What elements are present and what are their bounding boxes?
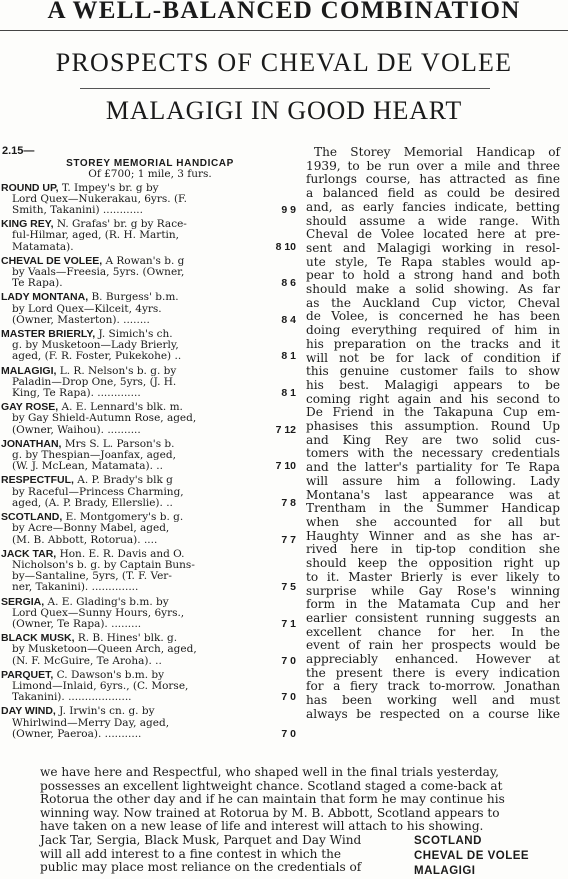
horse-weight: 8 1	[281, 387, 296, 400]
horse-name: GAY ROSE,	[1, 402, 59, 414]
horse-entry-line: aged, (A. P. Brady, Ellerslie). ..	[12, 497, 173, 509]
horse-entry-line: SCOTLAND, E. Montgomery's b. g.	[1, 512, 184, 524]
article-line: doing everything required of him in	[306, 323, 560, 338]
article-line: always be respected on a course like	[306, 706, 560, 721]
horse-entry	[0, 219, 300, 253]
horse-entry-line: Paladin—Drop One, 5yrs, (J. H.	[12, 376, 177, 388]
horse-entry-line: by Lord Quex—Kilceit, 4yrs.	[12, 303, 162, 315]
horse-entry-line: g. by Musketoon—Lady Brierly,	[12, 340, 179, 352]
horse-entry	[0, 256, 300, 290]
article-line: the present there is every indication	[306, 665, 560, 680]
horse-entry-line: Matamata).	[12, 241, 74, 253]
article-line: as the Auckland Cup victor, Cheval	[306, 295, 560, 310]
subheadline-malagigi: MALAGIGI IN GOOD HEART	[105, 96, 463, 125]
horse-entry-line: by—Santaline, 5yrs, (T. F. Ver-	[12, 571, 172, 583]
article-line: for a fiery track to-morrow. Jonathan	[306, 679, 560, 694]
acceptances-column	[0, 146, 300, 743]
article-line: The Storey Memorial Handicap of	[314, 145, 560, 159]
horse-entry	[0, 706, 300, 740]
horse-entry-line: (Owner, Te Rapa). .........	[12, 618, 142, 630]
horse-entry-line: CHEVAL DE VOLEE, A Rowan's b. g	[1, 255, 185, 267]
article-line: excellent chance for her. In the	[306, 624, 560, 639]
race-time: 2.15—	[2, 145, 35, 157]
horse-entry-line: by Musketoon—Queen Arch, aged,	[12, 644, 197, 656]
horse-entry	[0, 475, 300, 509]
article-line: public may place most reliance on the credentials of	[40, 860, 362, 875]
tip-first: SCOTLAND	[414, 835, 482, 847]
horse-entry-line: DAY WIND, J. Irwin's cn. g. by	[1, 706, 155, 718]
horse-entry-line: g. by Thespian—Joanfax, aged,	[12, 450, 176, 462]
article-line: coming right again and his second to	[306, 391, 560, 406]
horse-weight: 7 7	[281, 533, 296, 546]
horse-weight: 7 5	[281, 581, 296, 594]
article-line: earlier consistent running suggests an	[306, 610, 560, 625]
article-line: phasises this assumption. Round Up	[306, 419, 560, 434]
horse-entry-line: Lord Quex—Nukerakau, 6yrs. (F.	[12, 193, 188, 205]
horse-name: KING REY,	[1, 219, 54, 231]
horse-weight: 8 1	[281, 350, 296, 363]
horse-entry-line: (Owner, Waihou). ..........	[12, 424, 141, 436]
horse-name: MASTER BRIERLY,	[1, 329, 96, 341]
horse-entry	[0, 402, 300, 436]
article-line: de Volee, is concerned he has been	[306, 309, 560, 324]
horse-name: DAY WIND,	[1, 706, 56, 718]
horse-list	[0, 183, 300, 740]
article-line: should assume a wide range. With	[306, 213, 560, 228]
horse-name: SERGIA,	[1, 596, 45, 608]
article-line: possesses an excellent lightweight chance. Scotland staged a come-back at	[40, 778, 503, 793]
horse-entry-line: by Acre—Bonny Mabel, aged,	[12, 523, 170, 535]
horse-entry	[0, 183, 300, 217]
horse-entry-line: King, Te Rapa). .............	[12, 388, 141, 400]
horse-entry-line: Whirlwind—Merry Day, aged,	[12, 717, 170, 729]
horse-weight: 7 1	[281, 617, 296, 630]
horse-entry-line: by Vaals—Freesia, 5yrs. (Owner,	[12, 267, 185, 279]
horse-entry-line: SERGIA, A. E. Glading's b.m. by	[1, 596, 169, 608]
article-line: should keep the opposition right up	[306, 556, 560, 571]
article-line: Rotorua the other day and if he can maintain that form he may continue his	[40, 792, 505, 807]
horse-entry-line: JACK TAR, Hon. E. R. Davis and O.	[1, 548, 185, 560]
article-line: tomers with the necessary credentials	[306, 446, 560, 461]
article-line: should make a solid showing. As far	[306, 282, 560, 297]
horse-entry-line: Smith, Takanini) ............	[12, 205, 143, 217]
horse-weight: 7 10	[275, 460, 296, 473]
tip-third: MALAGIGI	[414, 865, 476, 877]
horse-name: BLACK MUSK,	[1, 633, 75, 645]
horse-entry-line: aged, (F. R. Foster, Pukekohe) ..	[12, 351, 182, 363]
article-line: we have here and Respectful, who shaped well in the final trials yesterday,	[40, 765, 499, 779]
horse-entry-line: Nicholson's b. g. by Captain Buns-	[12, 559, 195, 571]
article-line: Trentham in the Summer Handicap	[306, 501, 560, 516]
horse-name: JACK TAR,	[1, 548, 57, 560]
horse-entry-line: PARQUET, C. Dawson's b.m. by	[1, 669, 165, 681]
horse-name: JONATHAN,	[1, 438, 62, 450]
horse-entry-line: GAY ROSE, A. E. Lennard's blk. m.	[1, 402, 183, 414]
article-line: a balanced field as could be desired	[306, 186, 560, 201]
article-line: his best. Malagigi appears to be	[306, 377, 560, 392]
article-line: 1939, to be run over a mile and three	[306, 158, 560, 173]
horse-entry-line: (M. B. Abbott, Rotorua). ....	[12, 534, 158, 546]
article-line: event of rain her prospects would be	[306, 638, 560, 653]
horse-entry-line: JONATHAN, Mrs S. L. Parson's b.	[1, 438, 175, 450]
main-headline: A WELL-BALANCED COMBINATION	[47, 0, 521, 24]
horse-name: CHEVAL DE VOLEE,	[1, 255, 103, 267]
horse-weight: 7 0	[281, 727, 296, 740]
horse-weight: 7 0	[281, 691, 296, 704]
horse-entry-line: Te Rapa).	[12, 278, 63, 290]
subheadline-rule	[80, 88, 490, 89]
selections-box	[414, 834, 529, 879]
article-line: his preparation on the tracks and it	[306, 336, 560, 351]
horse-entry	[0, 292, 300, 326]
article-line: winning way. Now trained at Rotorua by M. B. Abbott, Scotland appears to	[40, 805, 500, 820]
horse-entry	[0, 597, 300, 631]
horse-entry	[0, 329, 300, 363]
article-column	[306, 146, 560, 722]
horse-entry-line: Limond—Inlaid, 6yrs., (C. Morse,	[12, 680, 189, 692]
horse-entry	[0, 439, 300, 473]
article-line: Jack Tar, Sergia, Black Musk, Parquet and Day Wind	[40, 832, 362, 847]
horse-entry-line: RESPECTFUL, A. P. Brady's blk g	[1, 475, 173, 487]
horse-entry-line: (Owner, Paeroa). ...........	[12, 728, 142, 740]
horse-weight: 7 12	[275, 423, 296, 436]
horse-entry-line: ROUND UP, T. Impey's br. g by	[1, 182, 159, 194]
subheadline-cheval: PROSPECTS OF CHEVAL DE VOLEE	[55, 48, 513, 77]
horse-name: MALAGIGI,	[1, 365, 57, 377]
horse-name: LADY MONTANA,	[1, 292, 89, 304]
horse-entry-line: MASTER BRIERLY, J. Simich's ch.	[1, 329, 173, 341]
horse-entry	[0, 633, 300, 667]
race-conditions: Of £700; 1 mile, 3 furs.	[88, 168, 212, 181]
horse-entry-line: ful-Hilmar, aged, (R. H. Martin,	[12, 230, 179, 242]
horse-weight: 9 9	[281, 204, 296, 217]
horse-entry-line: (W. J. McLean, Matamata). ..	[12, 461, 163, 473]
horse-weight: 7 0	[281, 654, 296, 667]
horse-entry	[0, 670, 300, 704]
article-line: will not be for lack of condition if	[306, 350, 560, 365]
article-line: has been working well and must	[306, 693, 560, 708]
article-line: will assure him a following. Lady	[306, 473, 560, 488]
horse-name: RESPECTFUL,	[1, 475, 74, 487]
article-line: rived here in tip-top condition she	[306, 542, 560, 557]
horse-weight: 7 8	[281, 496, 296, 509]
horse-weight: 8 6	[281, 277, 296, 290]
horse-entry	[0, 366, 300, 400]
horse-entry	[0, 549, 300, 594]
horse-name: PARQUET,	[1, 669, 54, 681]
article-line: this genuine customer fails to show	[306, 364, 560, 379]
horse-entry-line: by Raceful—Princess Charming,	[12, 486, 184, 498]
article-line: ute style, Te Rapa stables would ap-	[306, 254, 560, 269]
headline-rule	[0, 30, 568, 31]
horse-weight: 8 4	[281, 313, 296, 326]
article-line: appreciably enhanced. However at	[306, 652, 560, 667]
horse-entry-line: KING REY, N. Grafas' br. g by Race-	[1, 219, 187, 231]
horse-name: ROUND UP,	[1, 182, 59, 194]
horse-entry-line: MALAGIGI, L. R. Nelson's b. g. by	[1, 365, 177, 377]
horse-name: SCOTLAND,	[1, 512, 63, 524]
article-line: will all add interest to a fine contest in which the	[40, 846, 342, 861]
tip-second: CHEVAL DE VOLEE	[414, 850, 530, 862]
article-line: sent and Malagigi working in resol-	[306, 240, 560, 255]
article-line: Haughty Winner and as she has ar-	[306, 528, 560, 543]
article-line: De Friend in the Takapuna Cup em-	[306, 405, 560, 420]
horse-entry-line: by Gay Shield-Autumn Rose, aged,	[12, 413, 197, 425]
race-name: STOREY MEMORIAL HANDICAP	[66, 158, 234, 170]
horse-entry-line: Takanini). ...................	[12, 692, 132, 704]
horse-entry-line: (Owner, Masterton). ........	[12, 314, 150, 326]
article-line: and King Rey are two solid cus-	[306, 432, 560, 447]
article-line: and, as early fancies indicate, betting	[306, 199, 560, 214]
article-line: to it. Master Brierly is ever likely to	[306, 569, 560, 584]
article-line: Cheval de Volee located here at pre-	[306, 227, 560, 242]
article-line: Montana's last appearance was at	[306, 487, 560, 502]
article-line: furlongs course, has attracted as fine	[306, 172, 560, 187]
horse-entry-line: ner, Takanini). ..............	[12, 582, 139, 594]
article-line: when she accounted for all but	[306, 514, 560, 529]
horse-entry-line: (N. F. McGuire, Te Aroha). ..	[12, 655, 162, 667]
article-line: and the latter's partiality for Te Rapa	[306, 460, 560, 475]
article-line: have taken on a new lease of life and interest will attach to his showing.	[40, 819, 484, 834]
article-line: surprise while Gay Rose's winning	[306, 583, 560, 598]
horse-weight: 8 10	[275, 240, 296, 253]
article-line: pear to hold a strong hand and both	[306, 268, 560, 283]
article-line: form in the Matamata Cup and her	[306, 597, 560, 612]
horse-entry-line: Lord Quex—Sunny Hours, 6yrs.,	[12, 607, 185, 619]
horse-entry-line: BLACK MUSK, R. B. Hines' blk. g.	[1, 633, 178, 645]
horse-entry	[0, 512, 300, 546]
horse-entry-line: LADY MONTANA, B. Burgess' b.m.	[1, 292, 179, 304]
